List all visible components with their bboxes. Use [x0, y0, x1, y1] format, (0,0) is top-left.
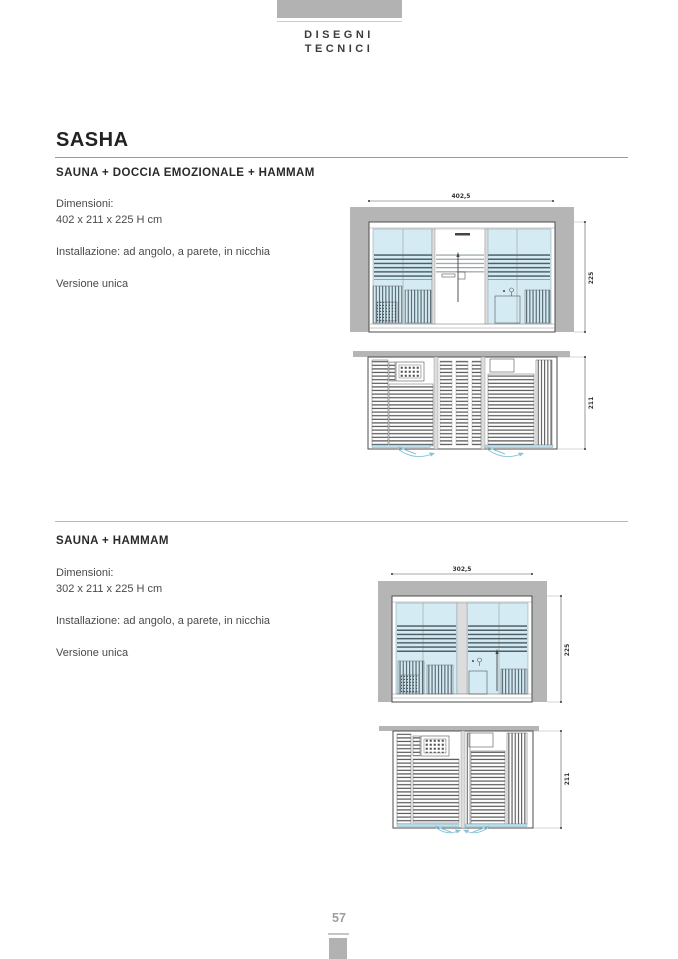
width-dimension-label: 402,5: [451, 193, 471, 200]
section2-installation: Installazione: ad angolo, a parete, in nicchia: [56, 615, 271, 627]
width-dimension-label: 302,5: [452, 566, 472, 573]
elevation-drawing-sauna-hammam: [373, 561, 578, 713]
header-eyebrow: [239, 28, 439, 56]
page-number: 57: [332, 911, 346, 925]
plan-drawing-sauna-hammam: [373, 711, 578, 846]
cabin-front: [369, 222, 555, 332]
cabin-front: [392, 596, 532, 702]
section1-heading: SAUNA + DOCCIA EMOZIONALE + HAMMAM: [56, 167, 315, 179]
depth-dimension-label: 211: [564, 772, 571, 786]
title-rule: [55, 157, 628, 158]
plan-drawing-sauna-doccia-hammam: [348, 342, 608, 474]
section2-dimensions: [56, 565, 162, 597]
sauna-heater-grid: [399, 365, 421, 378]
height-dimension-label: 225: [564, 643, 571, 657]
header-divider: [277, 21, 402, 22]
depth-dimension: [558, 356, 595, 450]
shower-head: [455, 233, 470, 236]
dimensions-label: Dimensioni:: [56, 198, 114, 210]
height-dimension: [574, 221, 595, 333]
sauna-heater-grid: [424, 739, 446, 753]
eyebrow-line2: TECNICI: [304, 43, 374, 55]
width-dimension: [368, 193, 554, 202]
depth-dimension-label: 211: [588, 396, 595, 410]
wall-back: [353, 351, 570, 357]
dimensions-value: 302 x 211 x 225 H cm: [56, 583, 163, 595]
section1-installation: Installazione: ad angolo, a parete, in nicchia: [56, 246, 271, 258]
section1-version: Versione unica: [56, 278, 129, 290]
section2-version: Versione unica: [56, 647, 129, 659]
footer-rule: [328, 933, 349, 935]
section-divider: [55, 521, 628, 522]
dimensions-label: Dimensioni:: [56, 567, 114, 579]
wall-back: [379, 726, 539, 731]
header-brand-bar: [277, 0, 402, 18]
eyebrow-line1: DISEGNI: [304, 29, 374, 41]
page-title: SASHA: [56, 129, 129, 151]
section2-heading: SAUNA + HAMMAM: [56, 535, 169, 547]
height-dimension-label: 225: [588, 271, 595, 285]
cabin-plan: [368, 357, 557, 457]
depth-dimension: [534, 730, 571, 829]
dimensions-value: 402 x 211 x 225 H cm: [56, 214, 163, 226]
cabin-plan: [393, 731, 533, 834]
elevation-drawing-sauna-doccia-hammam: [346, 190, 611, 342]
height-dimension: [547, 595, 571, 703]
footer-brand-square: [329, 938, 347, 959]
width-dimension: [391, 566, 533, 575]
section1-dimensions: [56, 196, 162, 228]
